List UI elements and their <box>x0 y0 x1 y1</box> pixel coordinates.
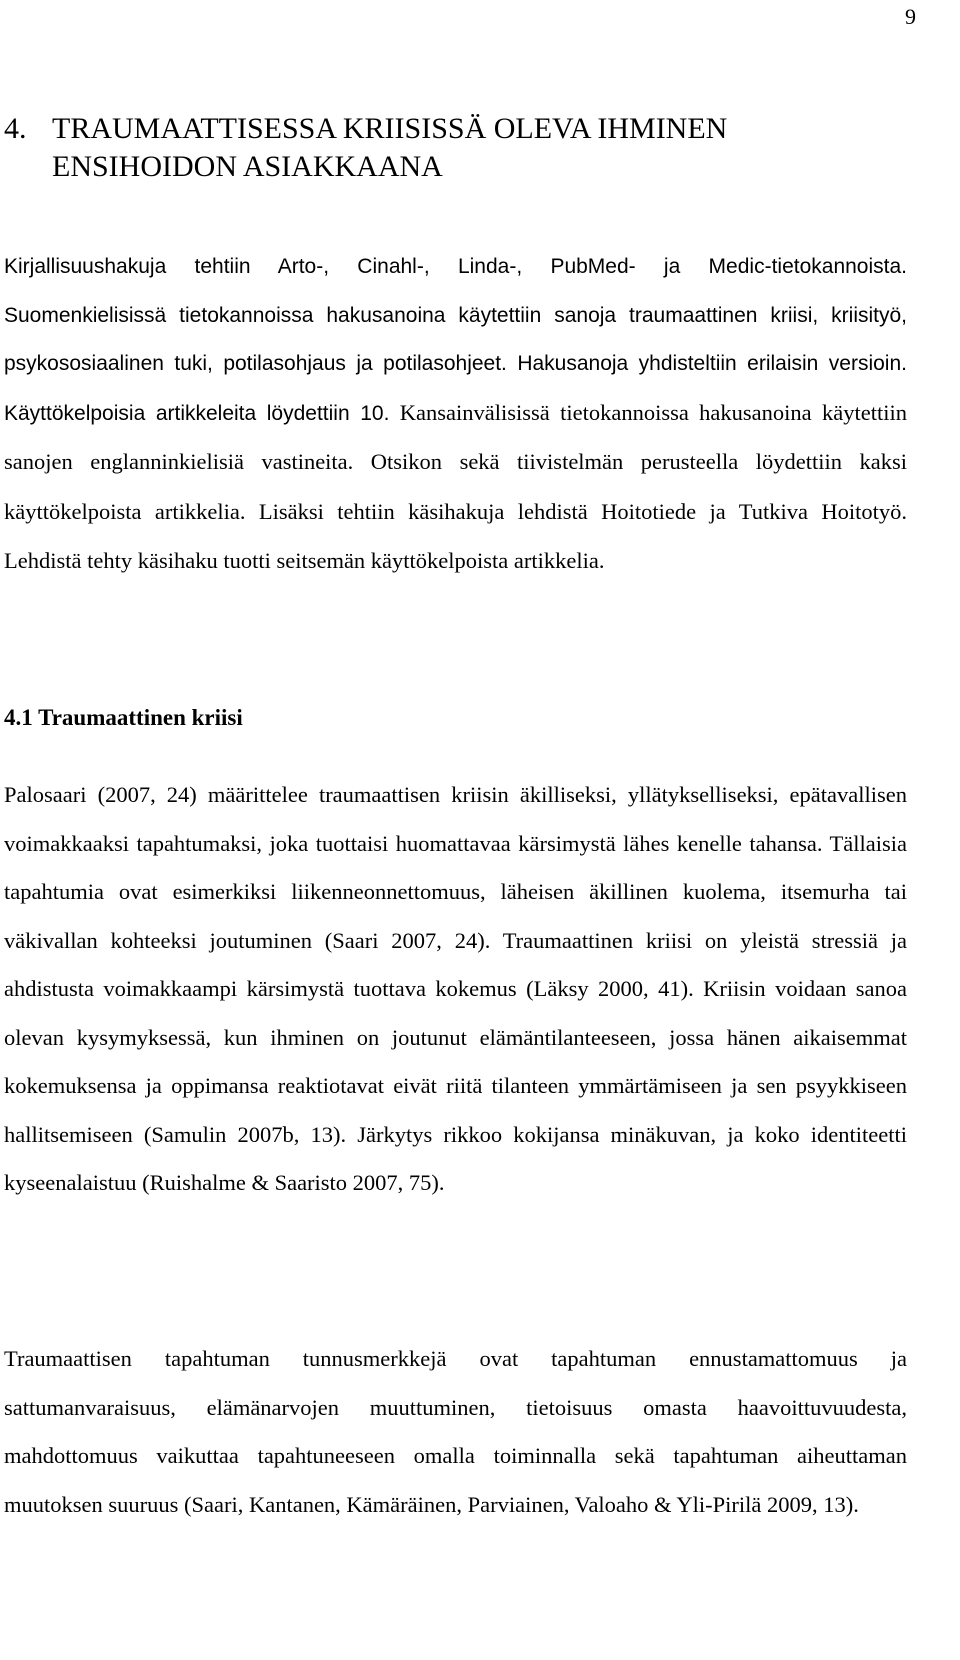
chapter-number: 4. <box>4 112 27 145</box>
chapter-title-line1: TRAUMAATTISESSA KRIISISSÄ OLEVA IHMINEN <box>52 112 728 145</box>
intro-paragraph-part1: Kirjallisuushakuja tehtiin Arto-, Cinahl-, Linda-, PubMed- ja Medic-tietokannoista. Suomenkielisissä tietokannoissa hakusanoina käytettiin sanoja traumaattinen kriisi, kriisityö, psykososiaalinen tuki, potilasohjaus ja potilasohjeet. Hakusanoja yhdisteltiin erilaisin versioin. Käyttökelpoisia artikkeleita löydettiin 10. <box>4 255 907 425</box>
section-paragraph-2: Traumaattisen tapahtuman tunnusmerkkejä ovat tapahtuman ennustamattomuus ja sattumanvaraisuus, elämänarvojen muuttuminen, tietoisuus omasta haavoittuvuudesta, mahdottomuus vaikuttaa tapahtuneeseen omalla toiminnalla sekä tapahtuman aiheuttaman muutoksen suuruus (Saari, Kantanen, Kämäräinen, Parviainen, Valoaho & Yli-Pirilä 2009, 13). <box>4 1346 907 1517</box>
intro-paragraph <box>4 243 907 587</box>
intro-paragraph-part2: Kansainvälisissä tietokannoissa hakusanoina käytettiin sanojen englanninkielisiä vastineita. Otsikon sekä tiivistelmän perusteella löydettiin kaksi käyttökelpoista artikkelia. Lisäksi tehtiin käsihakuja lehdistä Hoitotiede ja Tutkiva Hoitotyö. Lehdistä tehty käsihaku tuotti seitsemän käyttökelpoista artikkelia. <box>4 399 907 573</box>
page-number: 9 <box>905 4 916 29</box>
section-paragraph-1: Palosaari (2007, 24) määrittelee traumaattisen kriisin äkilliseksi, yllätykselliseksi, epätavallisen voimakkaaksi tapahtumaksi, joka tuottaisi huomattavaa kärsimystä lähes kenelle tahansa. Tällaisia tapahtumia ovat esimerkiksi liikenneonnettomuus, läheisen äkillinen kuolema, itsemurha tai väkivallan kohteeksi joutuminen (Saari 2007, 24). Traumaattinen kriisi on yleistä stressiä ja ahdistusta voimakkaampi kärsimystä tuottava kokemus (Läksy 2000, 41). Kriisin voidaan sanoa olevan kysymyksessä, kun ihminen on joutunut elämäntilanteeseen, jossa hänen aikaisemmat kokemuksensa ja oppimansa reaktiotavat eivät riitä tilanteen ymmärtämiseen ja sen psyykkiseen hallitsemiseen (Samulin 2007b, 13). Järkytys rikkoo kokijansa minäkuvan, ja koko identiteetti kyseenalaistuu (Ruishalme & Saaristo 2007, 75). <box>4 782 907 1195</box>
chapter-heading <box>4 110 904 186</box>
section-heading: 4.1 Traumaattinen kriisi <box>4 705 243 730</box>
chapter-title-line2: ENSIHOIDON ASIAKKAANA <box>52 150 443 183</box>
